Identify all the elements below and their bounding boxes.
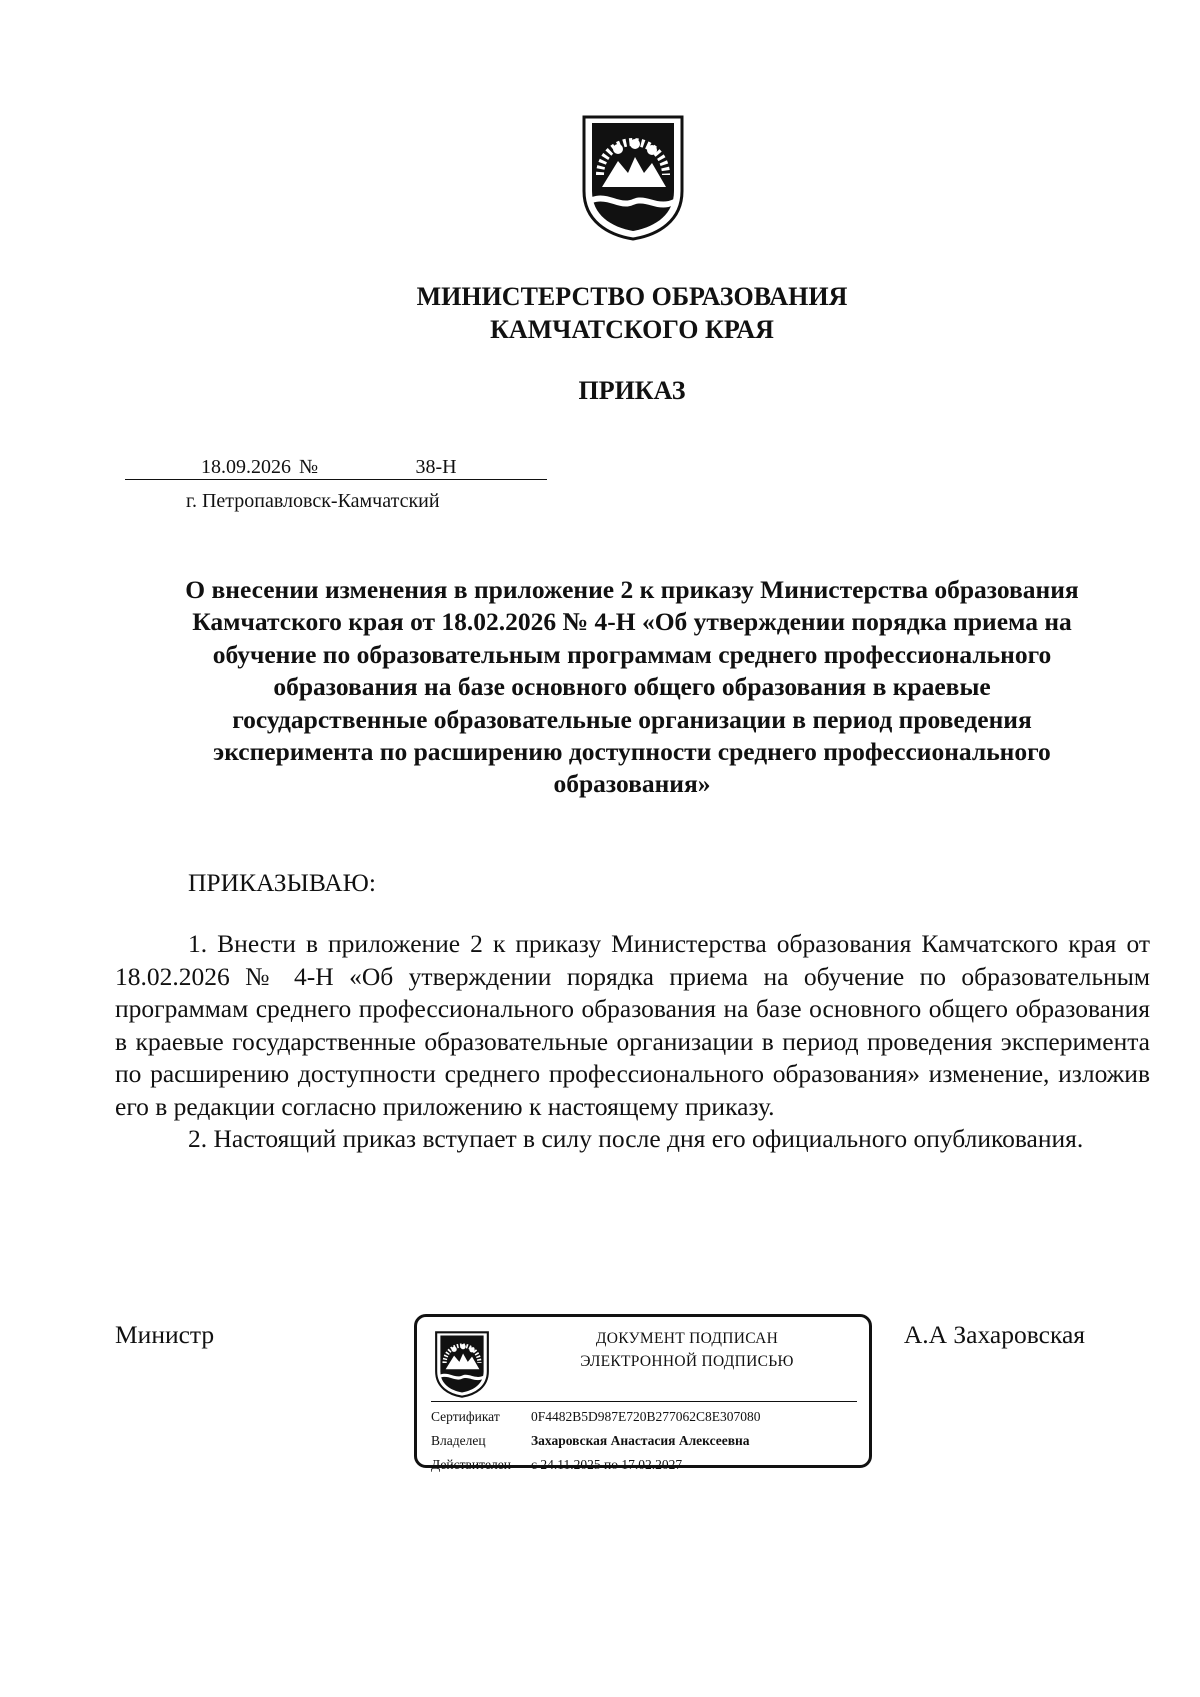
kamchatka-coat-of-arms-icon — [578, 113, 688, 241]
owner-value: Захаровская Анастасия Алексеевна — [531, 1433, 750, 1448]
number-sign: № — [299, 456, 329, 480]
stamp-title-line-1: ДОКУМЕНТ ПОДПИСАН — [595, 1330, 779, 1347]
order-paragraph-2: 2. Настоящий приказ вступает в силу после дня его официального опубликования. — [188, 1124, 1084, 1153]
order-directive: ПРИКАЗЫВАЮ: — [188, 868, 376, 897]
signer-name: А.А Захаровская — [903, 1320, 1085, 1349]
ministry-line-2: КАМЧАТСКОГО КРАЯ — [490, 315, 774, 344]
subject-line: обучение по образовательным программам среднего профессионального — [212, 639, 1052, 669]
validity-value: с 24.11.2025 по 17.02.2027 — [531, 1457, 683, 1472]
stamp-title-line-2: ЭЛЕКТРОННОЙ ПОДПИСЬЮ — [580, 1353, 794, 1370]
stamp-title — [517, 1327, 857, 1373]
subject-line: Камчатского края от 18.02.2026 № 4-Н «Об утверждении порядка приема на — [192, 607, 1072, 637]
subject-line: государственные образовательные организации в период проведения — [232, 704, 1032, 734]
certificate-value: 0F4482B5D987E720B277062C8E307080 — [531, 1409, 761, 1424]
order-number: 38-Н — [325, 456, 547, 480]
order-paragraph-1: 1. Внести в приложение 2 к приказу Министерства образования Камчатского края от 18.02.2026 № 4-Н «Об утверждении порядка приема на обучение по образовательным программам среднего профессионального образования на базе основного общего образования в краевые государственные образовательные организации в период проведения эксперимента по расширению доступности среднего профессионального образования» изменение, изложив его в редакции согласно приложению к настоящему приказу. — [115, 929, 1150, 1121]
issue-city: г. Петропавловск-Камчатский — [186, 490, 440, 512]
order-date: 18.09.2026 — [125, 456, 299, 480]
electronic-signature-stamp — [414, 1314, 872, 1472]
subject-line: О внесении изменения в приложение 2 к приказу Министерства образования — [185, 575, 1079, 604]
stamp-divider — [431, 1401, 857, 1402]
validity-label: Действителен — [431, 1457, 511, 1472]
stamp-owner-row — [431, 1433, 750, 1449]
certificate-label: Сертификат — [431, 1409, 500, 1424]
stamp-emblem — [433, 1329, 491, 1399]
ministry-heading — [0, 280, 1200, 346]
signer-role: Министр — [115, 1320, 215, 1349]
subject-line: образования» — [553, 769, 711, 799]
order-subject — [125, 574, 1139, 801]
kamchatka-coat-of-arms-icon — [433, 1329, 491, 1399]
stamp-validity-row — [431, 1457, 682, 1473]
stamp-certificate-row — [431, 1409, 761, 1425]
coat-of-arms-emblem — [578, 113, 688, 241]
ministry-line-1: МИНИСТЕРСТВО ОБРАЗОВАНИЯ — [416, 282, 848, 311]
subject-line: эксперимента по расширению доступности среднего профессионального — [213, 737, 1051, 767]
owner-label: Владелец — [431, 1433, 486, 1448]
document-type-title: ПРИКАЗ — [578, 376, 686, 405]
subject-line: образования на базе основного общего образования в краевые — [273, 672, 991, 702]
order-body — [115, 928, 1150, 1156]
